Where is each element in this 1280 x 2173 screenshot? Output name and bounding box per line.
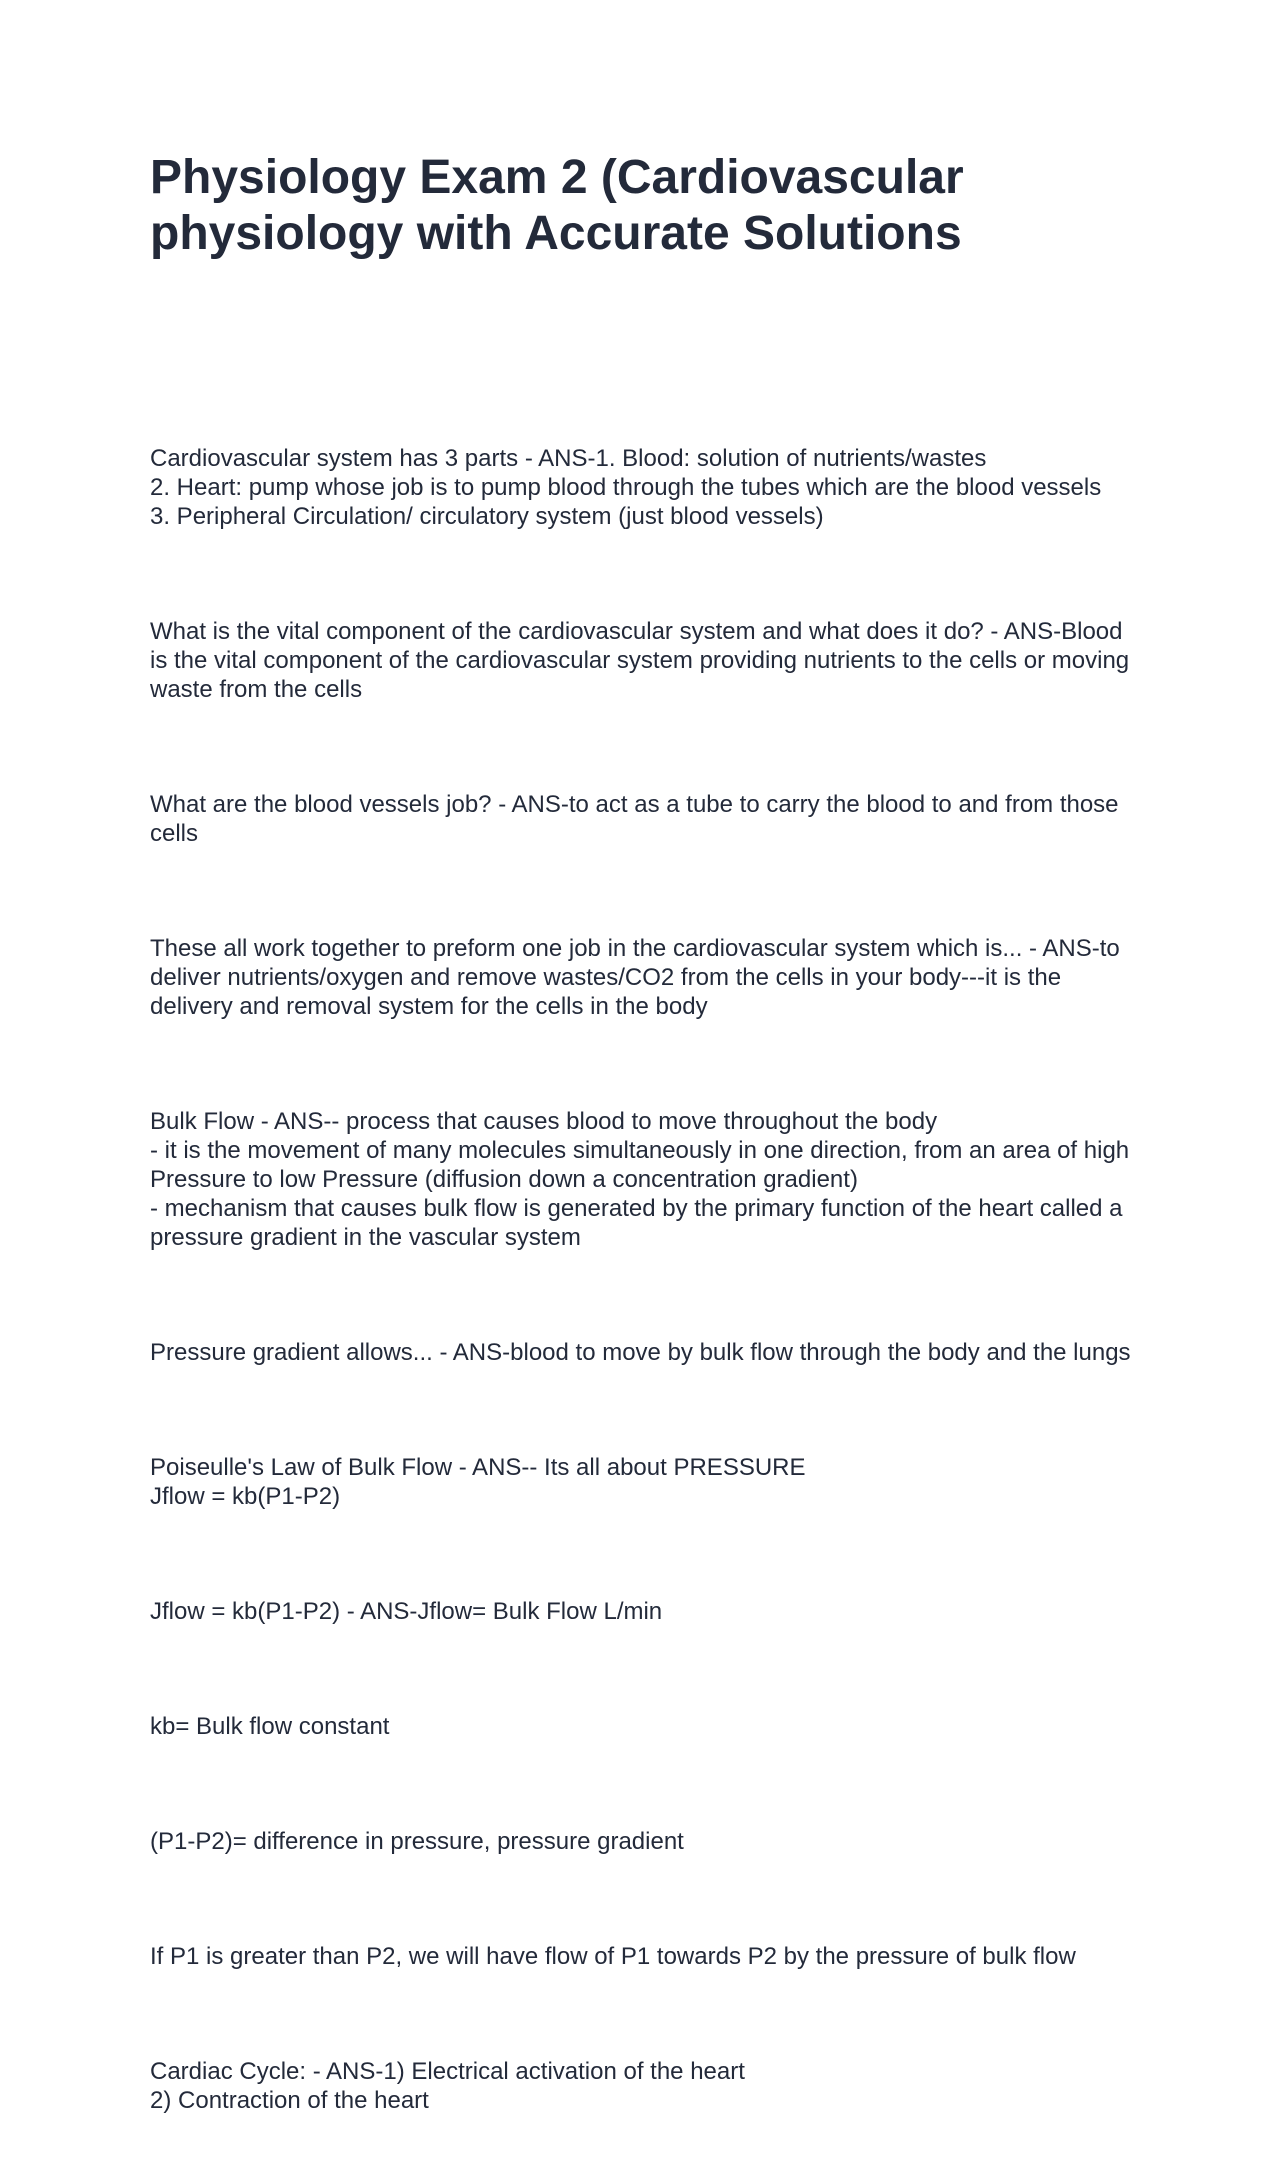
qa-entry-p1-greater: If P1 is greater than P2, we will have flow of P1 towards P2 by the pressure of bulk flow: [150, 1943, 1076, 1970]
title-line-1: Physiology Exam 2 (Cardiovascular: [150, 151, 964, 204]
qa-entry-jflow: Jflow = kb(P1-P2) - ANS-Jflow= Bulk Flow L/min: [150, 1598, 663, 1625]
qa-entry-blood-vessels-job: What are the blood vessels job? - ANS-to act as a tube to carry the blood to and from those cells: [150, 791, 1126, 847]
title-line-2: physiology with Accurate Solutions: [150, 207, 962, 260]
qa-entry-vital-component: What is the vital component of the cardiovascular system and what does it do? - ANS-Blood is the vital component of the cardiovascular system providing nutrients to the cells or moving waste from the cells: [150, 618, 1136, 703]
qa-entry-cardiovascular-parts: Cardiovascular system has 3 parts - ANS-1. Blood: solution of nutrients/wastes 2. Heart: pump whose job is to pump blood through the tubes which are the blood vessels 3. Peripheral Circulation/ circulatory system (just blood vessels): [150, 445, 1102, 530]
qa-entry-cardiac-cycle: Cardiac Cycle: - ANS-1) Electrical activation of the heart 2) Contraction of the heart: [150, 2058, 745, 2114]
qa-entry-bulk-flow: Bulk Flow - ANS-- process that causes blood to move throughout the body - it is the movement of many molecules simultaneously in one direction, from an area of high Pressure to low Pressure (diffusion down a concentration gradient) - mechanism that causes bulk flow is generated by the primary function of the heart called a pressure gradient in the vascular system: [150, 1108, 1130, 1251]
qa-entry-work-together: These all work together to preform one job in the cardiovascular system which is... - ANS-to deliver nutrients/oxygen and remove wastes/CO2 from the cells in your body---it is the delivery and removal system for the cells in the body: [150, 935, 1127, 1020]
document-title: [150, 150, 1140, 262]
document-body: [150, 386, 1140, 2173]
qa-entry-poiseulle-law: Poiseulle's Law of Bulk Flow - ANS-- Its all about PRESSURE Jflow = kb(P1-P2): [150, 1454, 806, 1510]
document-page: [150, 150, 1140, 2173]
qa-entry-pressure-gradient: Pressure gradient allows... - ANS-blood to move by bulk flow through the body and the lungs: [150, 1339, 1131, 1366]
qa-entry-kb: kb= Bulk flow constant: [150, 1713, 390, 1740]
qa-entry-pressure-difference: (P1-P2)= difference in pressure, pressure gradient: [150, 1828, 684, 1855]
